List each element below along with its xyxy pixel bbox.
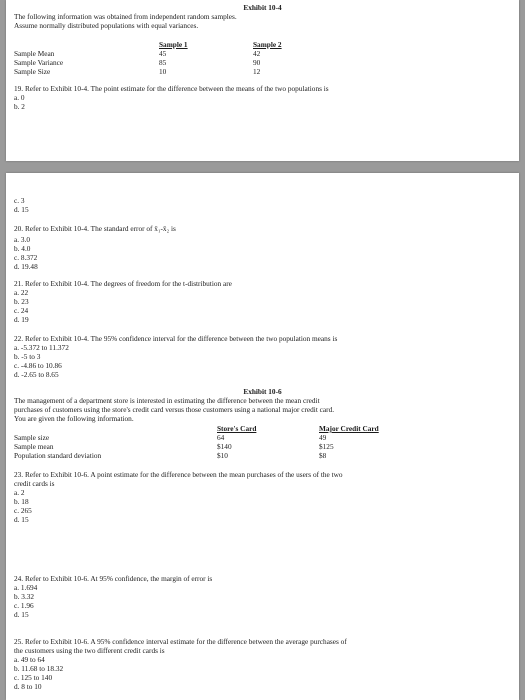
q24-option-b: b. 3.32 <box>14 592 35 601</box>
cell-sample-2-size: 12 <box>253 67 261 76</box>
q25-option-b: b. 11.68 to 18.32 <box>14 664 64 673</box>
q20-option-d: d. 19.48 <box>14 262 38 271</box>
q22-option-b: b. -5 to 3 <box>14 352 41 361</box>
column-header-stores-card: Store's Card <box>217 424 257 433</box>
document-page-2 <box>6 173 519 700</box>
cell-major-card-sd: $8 <box>319 451 327 460</box>
cell-sample-2-mean: 42 <box>253 49 261 58</box>
cell-major-card-mean: $125 <box>319 442 334 451</box>
exhibit-10-6-title: Exhibit 10-6 <box>243 387 282 396</box>
q19-option-d: d. 15 <box>14 205 29 214</box>
column-header-sample-1: Sample 1 <box>159 40 188 49</box>
q20-option-a: a. 3.0 <box>14 235 31 244</box>
q24-option-c: c. 1.96 <box>14 601 34 610</box>
row-label-population-sd: Population standard deviation <box>14 451 102 460</box>
q25-option-d: d. 8 to 10 <box>14 682 42 691</box>
cell-stores-card-mean: $140 <box>217 442 232 451</box>
question-21-text: 21. Refer to Exhibit 10-4. The degrees of freedom for the t-distribution are <box>14 279 232 288</box>
exhibit-10-4-intro-2: Assume normally distributed populations with equal variances. <box>14 21 199 30</box>
column-header-major-credit-card: Major Credit Card <box>319 424 379 433</box>
question-19-text: 19. Refer to Exhibit 10-4. The point estimate for the difference between the means of the two populations is <box>14 84 329 93</box>
row-label-sample-size: Sample Size <box>14 67 51 76</box>
q20-symbol: x̄₁-x̄₂ <box>154 224 170 233</box>
q21-option-c: c. 24 <box>14 306 29 315</box>
cell-stores-card-size: 64 <box>217 433 225 442</box>
row-label-sample-variance: Sample Variance <box>14 58 64 67</box>
q22-option-c: c. -4.86 to 10.86 <box>14 361 62 370</box>
exhibit-10-6-intro-1: The management of a department store is interested in estimating the difference between the mean credit <box>14 396 320 405</box>
q21-option-b: b. 23 <box>14 297 29 306</box>
cell-major-card-size: 49 <box>319 433 327 442</box>
document-page-1 <box>6 0 519 161</box>
question-23-text-line-1: 23. Refer to Exhibit 10-6. A point estimate for the difference between the mean purchases of the users of the two <box>14 470 343 479</box>
cell-sample-1-variance: 85 <box>159 58 167 67</box>
question-25-text-line-2: the customers using the two different credit cards is <box>14 646 165 655</box>
cell-sample-1-mean: 45 <box>159 49 167 58</box>
q21-option-d: d. 19 <box>14 315 29 324</box>
question-20-text <box>14 224 176 233</box>
exhibit-10-6-intro-2: purchases of customers using the store's credit card versus those customers using a national major credit card. <box>14 405 335 414</box>
q20-option-c: c. 8.372 <box>14 253 38 262</box>
q23-option-d: d. 15 <box>14 515 29 524</box>
q21-option-a: a. 22 <box>14 288 29 297</box>
exhibit-10-4-intro-1: The following information was obtained from independent random samples. <box>14 12 237 21</box>
q24-option-d: d. 15 <box>14 610 29 619</box>
q22-option-d: d. -2.65 to 8.65 <box>14 370 59 379</box>
q22-option-a: a. -5.372 to 11.372 <box>14 343 69 352</box>
q23-option-c: c. 265 <box>14 506 32 515</box>
cell-stores-card-sd: $10 <box>217 451 228 460</box>
cell-sample-1-size: 10 <box>159 67 167 76</box>
row-label-sample-mean: Sample Mean <box>14 49 55 58</box>
column-header-sample-2: Sample 2 <box>253 40 282 49</box>
q24-option-a: a. 1.694 <box>14 583 38 592</box>
question-22-text: 22. Refer to Exhibit 10-4. The 95% confidence interval for the difference between the two population means is <box>14 334 338 343</box>
row-label-sample-mean: Sample mean <box>14 442 54 451</box>
q20-text-after: is <box>169 224 176 233</box>
q19-option-a: a. 0 <box>14 93 25 102</box>
q23-option-b: b. 18 <box>14 497 29 506</box>
exhibit-10-4-title: Exhibit 10-4 <box>243 3 282 12</box>
q20-option-b: b. 4.0 <box>14 244 31 253</box>
q19-option-c: c. 3 <box>14 196 25 205</box>
row-label-sample-size: Sample size <box>14 433 50 442</box>
q19-option-b: b. 2 <box>14 102 25 111</box>
question-23-text-line-2: credit cards is <box>14 479 55 488</box>
question-24-text: 24. Refer to Exhibit 10-6. At 95% confidence, the margin of error is <box>14 574 213 583</box>
q25-option-a: a. 49 to 64 <box>14 655 45 664</box>
exhibit-10-6-intro-3: You are given the following information. <box>14 414 134 423</box>
q20-text-before: 20. Refer to Exhibit 10-4. The standard error of <box>14 224 155 233</box>
q23-option-a: a. 2 <box>14 488 25 497</box>
cell-sample-2-variance: 90 <box>253 58 261 67</box>
question-25-text-line-1: 25. Refer to Exhibit 10-6. A 95% confidence interval estimate for the difference between the average purchases of <box>14 637 347 646</box>
q25-option-c: c. 125 to 140 <box>14 673 53 682</box>
